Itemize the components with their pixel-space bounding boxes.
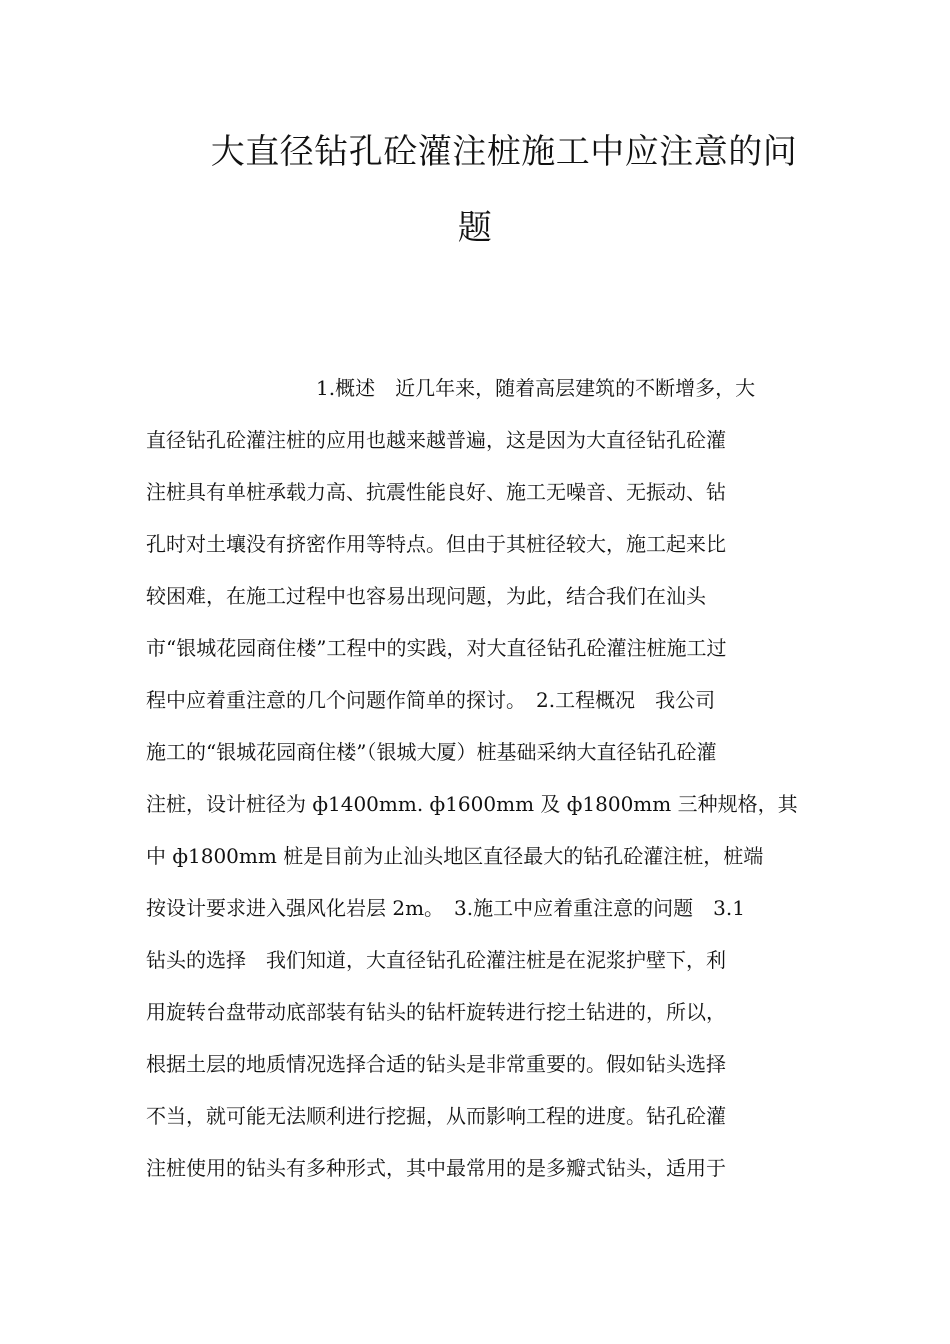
document-title-line-1: 大直径钻孔砼灌注桩施工中应注意的问 bbox=[210, 132, 798, 172]
paragraph-line: 施工的“银城花园商住楼”（银城大厦）桩基础采纳大直径钻孔砼灌 bbox=[146, 740, 717, 764]
paragraph-line: 1.概述 近几年来，随着高层建筑的不断增多，大 bbox=[316, 376, 756, 400]
paragraph-line: 钻头的选择 我们知道，大直径钻孔砼灌注桩是在泥浆护壁下，利 bbox=[146, 948, 726, 972]
paragraph-line: 注桩具有单桩承载力高、抗震性能良好、施工无噪音、无振动、钻 bbox=[146, 480, 726, 504]
paragraph-line: 用旋转台盘带动底部装有钻头的钻杆旋转进行挖土钻进的，所以， bbox=[146, 1000, 726, 1024]
paragraph-line: 较困难，在施工过程中也容易出现问题，为此，结合我们在汕头 bbox=[146, 584, 706, 608]
paragraph-line: 不当，就可能无法顺利进行挖掘，从而影响工程的进度。钻孔砼灌 bbox=[146, 1104, 726, 1128]
paragraph-line: 注桩使用的钻头有多种形式，其中最常用的是多瓣式钻头，适用于 bbox=[146, 1156, 726, 1180]
paragraph-line: 孔时对土壤没有挤密作用等特点。但由于其桩径较大，施工起来比 bbox=[146, 532, 726, 556]
paragraph-line: 程中应着重注意的几个问题作简单的探讨。 2.工程概况 我公司 bbox=[146, 688, 716, 712]
paragraph-line: 直径钻孔砼灌注桩的应用也越来越普遍，这是因为大直径钻孔砼灌 bbox=[146, 428, 726, 452]
paragraph-line: 根据土层的地质情况选择合适的钻头是非常重要的。假如钻头选择 bbox=[146, 1052, 726, 1076]
paragraph-line: 按设计要求进入强风化岩层 2m。 3.施工中应着重注意的问题 3.1 bbox=[146, 896, 745, 920]
document-title-line-2: 题 bbox=[457, 208, 493, 248]
paragraph-line: 市“银城花园商住楼”工程中的实践，对大直径钻孔砼灌注桩施工过 bbox=[146, 636, 727, 660]
paragraph-line: 注桩，设计桩径为 ф1400mm. ф1600mm 及 ф1800mm 三种规格，其 bbox=[146, 792, 798, 816]
paragraph-line: 中 ф1800mm 桩是目前为止汕头地区直径最大的钻孔砼灌注桩，桩端 bbox=[146, 844, 764, 868]
